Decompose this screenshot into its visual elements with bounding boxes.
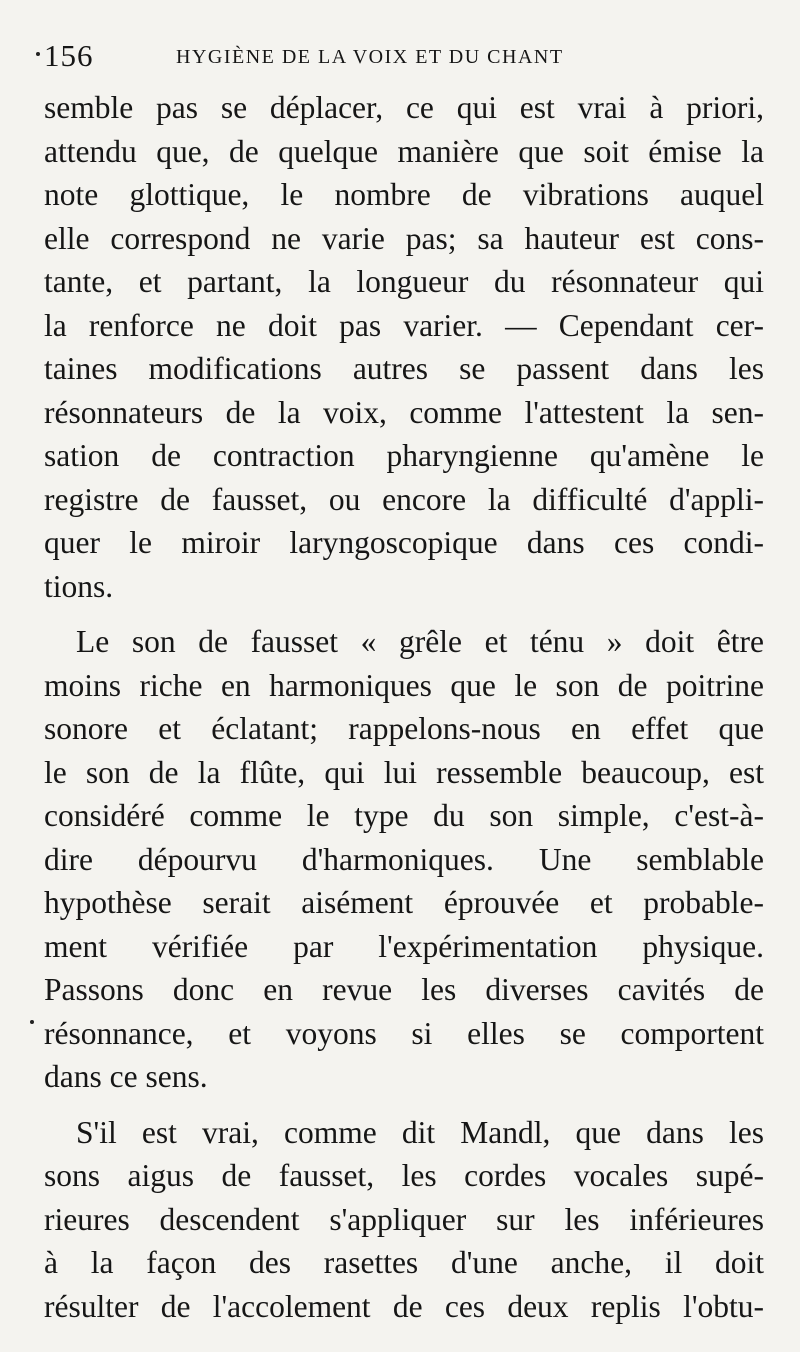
text-line: taines modifications autres se passent dans les [44,351,764,386]
text-line: la renforce ne doit pas varier. — Cependant cer- [44,307,764,343]
text-line: le son de la flûte, qui lui ressemble beaucoup, est [44,754,764,790]
text-line: hypothèse serait aisément éprouvée et probable- [44,885,764,920]
ink-speck [36,52,40,56]
text-line: attendu que, de quelque manière que soit émise la [44,133,764,169]
text-line: tante, et partant, la longueur du résonnateur qui [44,264,764,299]
body-text [44,86,764,1328]
paragraph-1 [44,86,764,608]
page-number: 156 [44,38,94,73]
text-line: dans ce sens. [44,1059,208,1094]
text-line: considéré comme le type du son simple, c'est-à- [44,798,764,833]
text-line: moins riche en harmoniques que le son de poitrine [44,667,764,703]
text-line: Passons donc en revue les diverses cavités de [44,972,764,1007]
running-title: HYGIÈNE DE LA VOIX ET DU CHANT [176,46,564,68]
text-line: résulter de l'accolement de ces deux replis l'obtu- [44,1288,764,1324]
text-line: S'il est vrai, comme dit Mandl, que dans les [76,1114,764,1150]
text-line: sonore et éclatant; rappelons-nous en effet que [44,711,764,746]
text-line: rieures descendent s'appliquer sur les inférieures [44,1201,764,1237]
text-line: ment vérifiée par l'expérimentation physique. [44,928,764,964]
text-line: semble pas se déplacer, ce qui est vrai à priori, [44,90,764,125]
text-line: note glottique, le nombre de vibrations auquel [44,177,764,212]
text-line: tions. [44,568,114,604]
text-line: sation de contraction pharyngienne qu'amène le [44,438,764,473]
text-line: résonnateurs de la voix, comme l'attestent la sen- [44,394,764,430]
text-line: dire dépourvu d'harmoniques. Une semblable [44,841,764,877]
text-line: résonnance, et voyons si elles se comportent [44,1015,764,1051]
text-line: registre de fausset, ou encore la difficulté d'appli- [44,481,764,517]
paragraph-2 [44,620,764,1099]
paragraph-3 [44,1111,764,1329]
text-line: elle correspond ne varie pas; sa hauteur est cons- [44,220,764,256]
page-header [36,38,756,78]
text-line: Le son de fausset « grêle et ténu » doit être [76,624,764,659]
text-line: à la façon des rasettes d'une anche, il doit [44,1245,764,1280]
text-line: sons aigus de fausset, les cordes vocales supé- [44,1158,764,1193]
ink-speck [30,1020,34,1024]
text-line: quer le miroir laryngoscopique dans ces condi- [44,525,764,560]
